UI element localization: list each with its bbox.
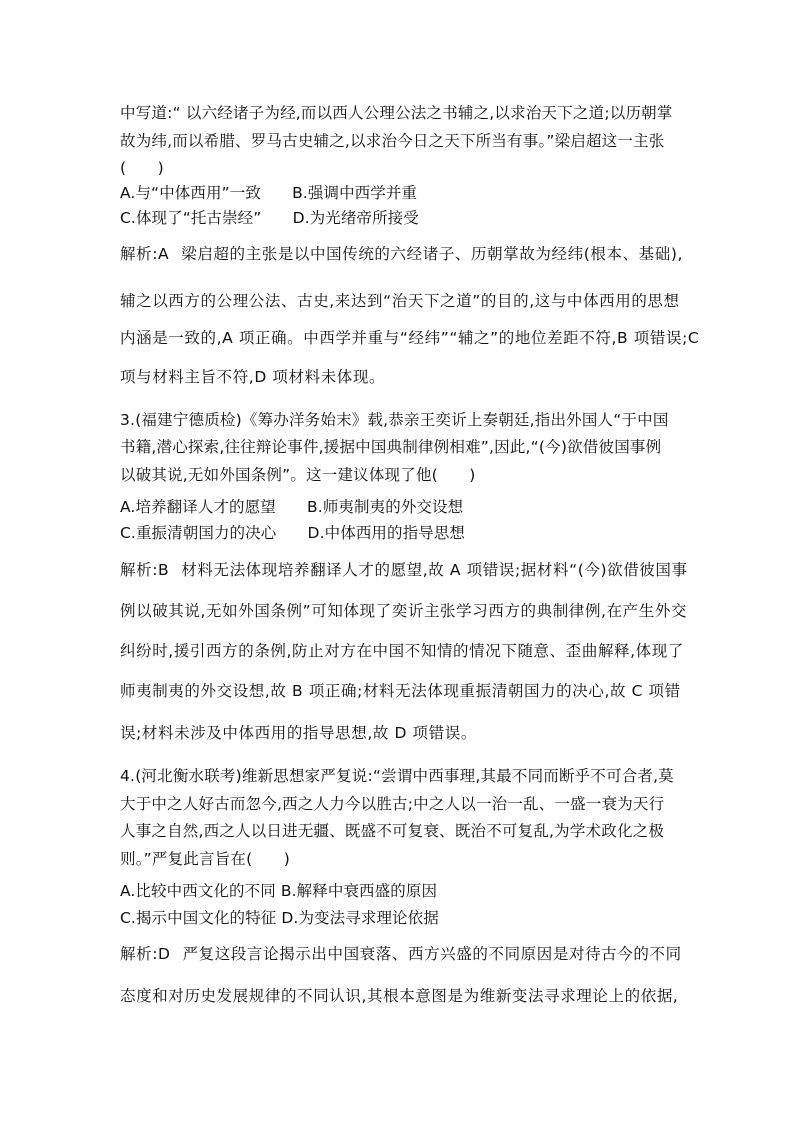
option-line [120,208,419,228]
option-line [120,497,463,517]
line-text: 态度和对历史发展规律的不同认识,其根本意图是为维新变法寻求理论上的依据, [120,987,679,1005]
analysis-line [120,367,385,387]
line-text: 大于中之人好古而忽今,西之人力今以胜古;中之人以一治一乱、一盛一衰为天行 [120,795,665,813]
line-text: 故为纬,而以希腊、罗马古史辅之,以求治今日之天下所当有事。”梁启超这一主张 [120,132,665,150]
line-text: 4.(河北衡水联考)维新思想家严复说:“尝谓中西事理,其最不同而断乎不可合者,莫 [120,767,674,785]
analysis-line [120,986,678,1006]
line-text: C.体现了“托古崇经” D.为光绪帝所接受 [120,209,419,227]
line-text: 严复这段言论揭示出中国衰落、西方兴盛的不同原因是对待古今的不同 [182,945,682,963]
line-text: 师夷制夷的外交设想,故 B 项正确;材料无法体现重振清朝国力的决心,故 C 项错 [120,682,681,700]
line-text: ( ) [120,159,164,177]
analysis-line [120,641,684,661]
question-line [120,158,164,178]
line-text: 书籍,潜心探索,往往辩论事件,援据中国典制律例相难”,因此,“(今)欲借彼国事例 [120,438,662,456]
analysis-line [120,681,681,701]
analysis-label: 解析:D [120,945,171,963]
option-line [120,908,439,928]
analysis-line [120,291,680,311]
question-line [120,103,673,123]
line-text: 则。”严复此言旨在( ) [120,850,290,868]
question-line [120,821,664,841]
line-text: 3.(福建宁德质检)《筹办洋务始末》载,恭亲王奕䜣上奏朝廷,指出外国人“于中国 [120,411,669,429]
line-text: 辅之以西方的公理公法、古史,来达到“治天下之道”的目的,这与中体西用的思想 [120,292,680,310]
line-text: 人事之自然,西之人以日进无疆、既盛不可复衰、既治不可复乱,为学术政化之极 [120,822,665,840]
analysis-line [120,944,682,964]
line-text: 以破其说,无如外国条例”。这一建议体现了他( ) [120,466,476,484]
option-line [120,183,417,203]
line-text: C.重振清朝国力的决心 D.中体西用的指导思想 [120,524,466,542]
line-text: 中写道:“ 以六经诸子为经,而以西人公理公法之书辅之,以求治天下之道;以历朝掌 [120,104,673,122]
question-line [120,794,664,814]
analysis-line [120,601,687,621]
question-line [120,410,669,430]
line-text: 项与材料主旨不符,D 项材料未体现。 [120,368,386,386]
line-text: 误;材料未涉及中体西用的指导思想,故 D 项错误。 [120,724,477,742]
line-text: 梁启超的主张是以中国传统的六经诸子、历朝掌故为经纬(根本、基础), [181,245,684,263]
line-text: 例以破其说,无如外国条例”可知体现了奕䜣主张学习西方的典制律例,在产生外交 [120,602,688,620]
analysis-label: 解析:B [120,561,170,579]
line-text: A.比较中西文化的不同 B.解释中衰西盛的原因 [120,882,438,900]
question-line [120,849,290,869]
analysis-label: 解析:A [120,245,170,263]
question-line [120,131,665,151]
line-text: C.揭示中国文化的特征 D.为变法寻求理论依据 [120,909,439,927]
analysis-line [120,723,477,743]
analysis-line [120,328,699,348]
line-text: 纠纷时,援引西方的条例,防止对方在中国不知情的情况下随意、歪曲解释,体现了 [120,642,684,660]
analysis-line [120,244,683,264]
option-line [120,881,437,901]
question-line [120,465,476,485]
line-text: 材料无法体现培养翻译人才的愿望,故 A 项错误;据材料“(今)欲借彼国事 [181,561,688,579]
option-line [120,523,465,543]
analysis-line [120,560,688,580]
question-line [120,437,661,457]
line-text: 内涵是一致的,A 项正确。中西学并重与“经纬”“辅之”的地位差距不符,B 项错误;C [120,329,700,347]
question-line [120,766,674,786]
line-text: A.与“中体西用”一致 B.强调中西学并重 [120,184,418,202]
line-text: A.培养翻译人才的愿望 B.师夷制夷的外交设想 [120,498,464,516]
